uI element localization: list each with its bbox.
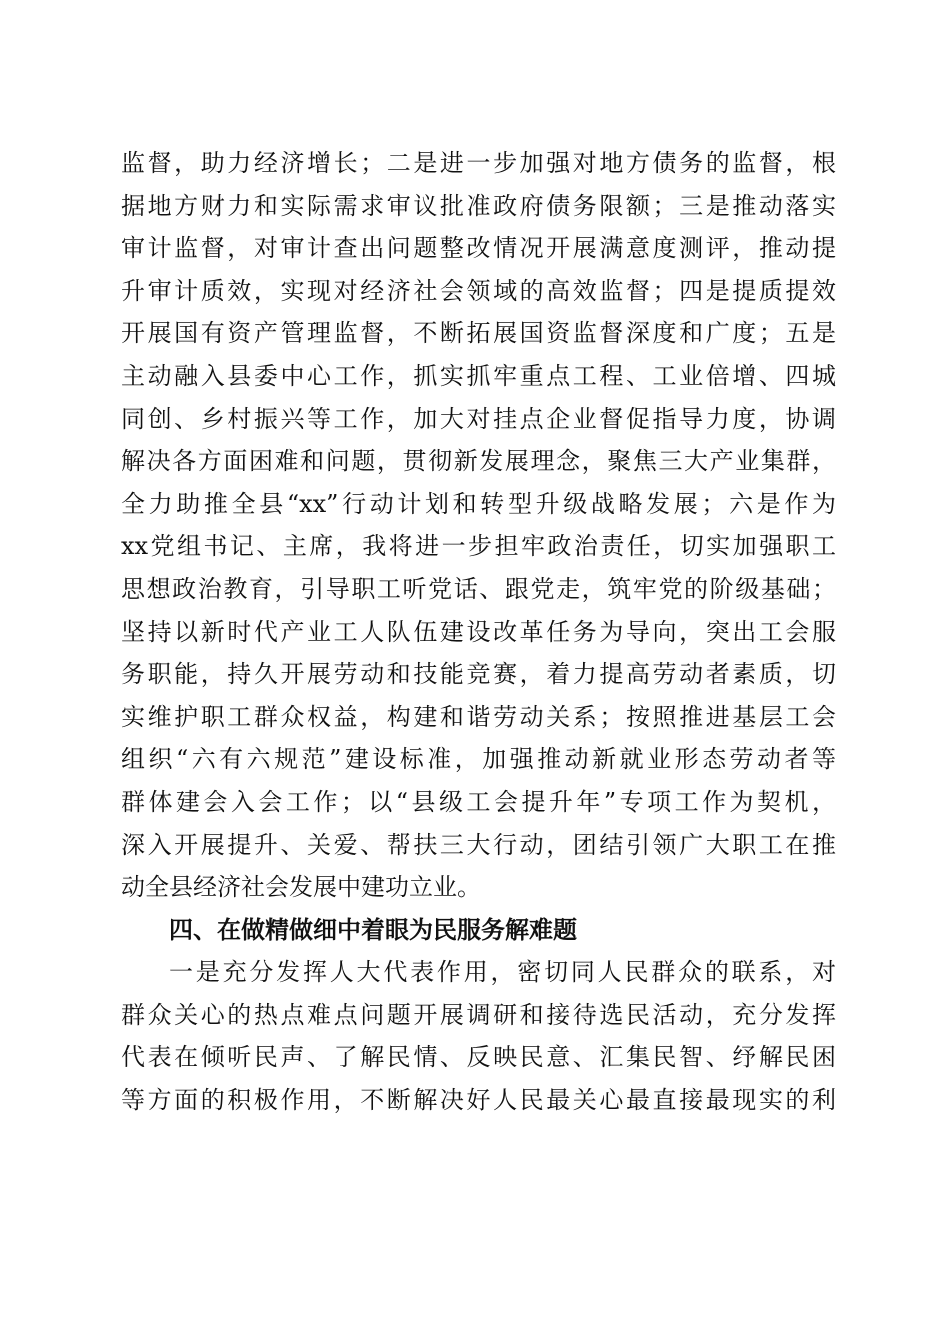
paragraph-line: 升审计质效，实现对经济社会领域的高效监督；四是提质提效 [121, 276, 836, 305]
paragraph-line: 一是充分发挥人大代表作用，密切同人民群众的联系，对 [169, 958, 836, 987]
paragraph-line: 等方面的积极作用，不断解决好人民最关心最直接最现实的利 [121, 1086, 836, 1115]
paragraph-line: 开展国有资产管理监督，不断拓展国资监督深度和广度；五是 [121, 319, 836, 348]
document-body [121, 142, 836, 1122]
paragraph-line: 群体建会入会工作；以“县级工会提升年”专项工作为契机， [121, 787, 836, 816]
paragraph-line: 坚持以新时代产业工人队伍建设改革任务为导向，突出工会服 [121, 617, 836, 646]
paragraph-line: 代表在倾听民声、了解民情、反映民意、汇集民智、纾解民困 [121, 1043, 836, 1072]
paragraph-line: 组织“六有六规范”建设标准，加强推动新就业形态劳动者等 [121, 745, 836, 774]
paragraph-line: 全力助推全县“xx”行动计划和转型升级战略发展；六是作为 [121, 489, 836, 518]
paragraph-line: xx党组书记、主席，我将进一步担牢政治责任，切实加强职工 [121, 532, 836, 561]
paragraph-line: 深入开展提升、关爱、帮扶三大行动，团结引领广大职工在推 [121, 830, 836, 859]
paragraph-line: 审计监督，对审计查出问题整改情况开展满意度测评，推动提 [121, 234, 836, 263]
paragraph-line: 务职能，持久开展劳动和技能竞赛，着力提高劳动者素质，切 [121, 660, 836, 689]
paragraph-line: 主动融入县委中心工作，抓实抓牢重点工程、工业倍增、四城 [121, 361, 836, 390]
paragraph-line: 监督，助力经济增长；二是进一步加强对地方债务的监督，根 [121, 149, 836, 177]
paragraph-line: 群众关心的热点难点问题开展调研和接待选民活动，充分发挥 [121, 1000, 836, 1029]
section-heading: 四、在做精做细中着眼为民服务解难题 [169, 915, 577, 944]
paragraph-line: 同创、乡村振兴等工作，加大对挂点企业督促指导力度，协调 [121, 404, 836, 433]
paragraph-line: 思想政治教育，引导职工听党话、跟党走，筑牢党的阶级基础； [121, 574, 836, 603]
paragraph-line: 解决各方面困难和问题，贯彻新发展理念，聚焦三大产业集群， [121, 447, 836, 476]
paragraph-line: 实维护职工群众权益，构建和谐劳动关系；按照推进基层工会 [121, 702, 836, 731]
paragraph-line: 据地方财力和实际需求审议批准政府债务限额；三是推动落实 [121, 191, 836, 220]
paragraph-line: 动全县经济社会发展中建功立业。 [121, 873, 481, 902]
